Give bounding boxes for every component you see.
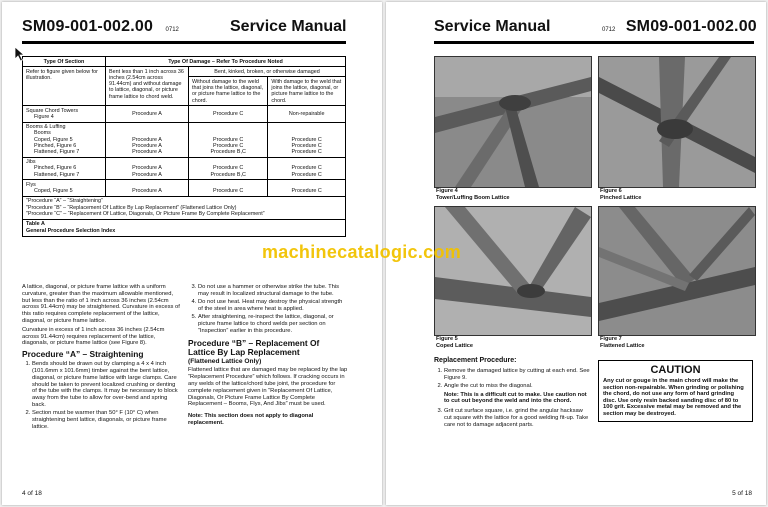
figure-4-photo <box>434 56 592 188</box>
right-column <box>188 284 348 427</box>
intro-paragraph: A lattice, diagonal, or picture frame lattice with a uniform curvature, greater than the maximum allowable mentioned, but less than the ratio of 1 inch across 36 inches (2.54cm across 91.44cm) may be straightened. Curvature in excess of this ratio requires complete replacement of the lattice, diagonal, or picture frame lattice. <box>22 284 180 324</box>
list-item: 4. Do not use heat. Heat may destroy the physical strength of the steel in area where heat is applied. <box>198 299 348 313</box>
cursor-icon <box>14 46 26 62</box>
figure-4-caption: Figure 4 Tower/Luffing Boom Lattice <box>436 188 510 201</box>
watermark: machinecatalogic.com <box>262 242 462 262</box>
table-notes: "Procedure “A” – “Straightening” "Procedure “B” – “Replacement Of Lattice By Lap Replacement” (Flattened Lattice Only) "Procedure “C” – “Replacement Of Lattice, Diagonals, Or Picture Frame By Complete Replacement” <box>23 196 346 219</box>
replacement-procedure <box>434 358 592 430</box>
replacement-heading: Replacement Procedure: <box>434 357 517 364</box>
figure-5-caption: Figure 5 Coped Lattice <box>436 336 473 349</box>
list-item: 1. Bends should be drawn out by clamping a 4 x 4 inch (101.6mm x 101.6mm) timber against the bent lattice, diagonal, or picture frame lattice with large clamps. Care should be taken to prevent localized crushing or denting of the tube with the clamps. It may be necessary to block away from the tube to allow for over-bend and spring back. <box>32 361 180 409</box>
doc-header-left <box>22 18 179 36</box>
figure-6-caption: Figure 6 Pinched Lattice <box>600 188 642 201</box>
caution-text: Any cut or gouge in the main chord will make the section non-repairable. When grinding or polishing the chord, do not use any form of hard grinding disc. Use only resin backed sanding disc of 80 to 100 grit. Excessive metal may be removed and the section may be destroyed. <box>603 378 744 417</box>
page-number: 4 of 18 <box>22 490 42 497</box>
header-rule <box>434 41 754 44</box>
col-with-weld-damage: With damage to the weld that joins the lattice, diagonal, or picture frame lattice to the chord. <box>268 77 346 106</box>
page-title: Service Manual <box>434 18 551 35</box>
difficult-cut-note: Note: This is a difficult cut to make. Use caution not to cut out beyond the weld and into the chord. <box>444 391 587 405</box>
date-code: 0712 <box>602 27 616 33</box>
procedure-b-subheading: (Flattened Lattice Only) <box>188 357 262 365</box>
doc-number: SM09-001-002.00 <box>625 18 757 35</box>
table-row: Jibs Pinched, Figure 6 Flattened, Figure 7 Procedure A Procedure A Procedure C Procedure B,C Procedure C Procedure C <box>23 157 346 180</box>
page-number: 5 of 18 <box>732 490 752 497</box>
caution-title: CAUTION <box>650 364 701 376</box>
table-row: Square Chord Towers Figure 4 Procedure A Procedure C Non-repairable <box>23 106 346 122</box>
procedure-b-heading: Procedure “B” – Replacement Of Lattice By Lap Replacement <box>188 337 320 357</box>
list-item: 2. Angle the cut to miss the diagonal. <box>444 383 592 390</box>
header-type-of-section: Type Of Section <box>23 57 106 67</box>
procedure-b-text: Flattened lattice that are damaged may be replaced by the lap “Replacement Procedure” which follows. If cracking occurs in any welds of the lattice/chord tube joint, the procedure for complete replacement given in “Replacement Of Lattice, Diagonals, Or Picture Frame Lattice By Complete Replacement – Booms, Flys, And Jibs” must be used. <box>188 367 348 408</box>
col-damaged: Bent, kinked, broken, or otherwise damaged <box>189 67 346 77</box>
procedure-b-note: Note: This section does not apply to diagonal replacement. <box>188 413 314 426</box>
table-row: Flys Coped, Figure 5 Procedure A Procedure C Procedure C <box>23 180 346 196</box>
procedure-selection-table <box>22 56 346 237</box>
list-item: 1. Remove the damaged lattice by cutting at each end. See Figure 9. <box>444 368 592 382</box>
list-item: 2. Section must be warmer than 50° F (10° C) when straightening bent lattice, diagonals, or picture frame lattice. <box>32 410 180 430</box>
figure-6-photo <box>598 56 756 188</box>
figure-7-photo <box>598 206 756 336</box>
table-caption: Table A General Procedure Selection Index <box>23 219 346 236</box>
date-code: 0712 <box>165 27 179 33</box>
doc-number: SM09-001-002.00 <box>22 18 154 35</box>
list-item: 3. Grit cut surface square, i.e. grind the angular hacksaw cut square with the lattice for a good welding fit-up. Take care not to damage adjacent parts. <box>444 408 592 428</box>
left-column <box>22 284 180 432</box>
intro-paragraph-2: Curvature in excess of 1 inch across 36 inches (2.54cm across 91.44cm) requires replacement of the lattice, diagonals, or picture frame lattice (see Figure 8). <box>22 326 165 347</box>
list-item: 5. After straightening, re-inspect the lattice, diagonal, or picture frame lattice to chord welds per section on “Inspection” earlier in this procedure. <box>198 314 348 334</box>
figure-5-photo <box>434 206 592 336</box>
page-title: Service Manual <box>230 18 347 35</box>
table-row: Booms & Luffing Booms Coped, Figure 5 Pinched, Figure 6 Flattened, Figure 7 Procedure A Procedure A Procedure A Procedure C Procedure C Procedure B,C Procedure C Procedure C Procedure C <box>23 122 346 157</box>
col-without-weld-damage: Without damage to the weld that joins the lattice, diagonal, or picture frame lattice to the chord. <box>189 77 268 106</box>
caution-box <box>598 360 753 422</box>
figure-7-caption: Figure 7 Flattened Lattice <box>600 336 645 349</box>
list-item: 3. Do not use a hammer or otherwise strike the tube. This may result in localized structural damage to the tube. <box>198 284 348 298</box>
header-rule <box>22 41 346 44</box>
col-bent: Bent less than 1 inch across 36 inches (2.54cm across 91.44cm) and without damage to lattice, diagonal, or picture frame lattice to chord weld. <box>106 67 189 106</box>
ref-cell: Refer to figure given below for illustration. <box>23 67 106 106</box>
doc-header-right <box>602 18 757 36</box>
procedure-a-heading: Procedure “A” – Straightening <box>22 349 144 360</box>
header-type-of-damage: Type Of Damage – Refer To Procedure Noted <box>106 57 346 67</box>
